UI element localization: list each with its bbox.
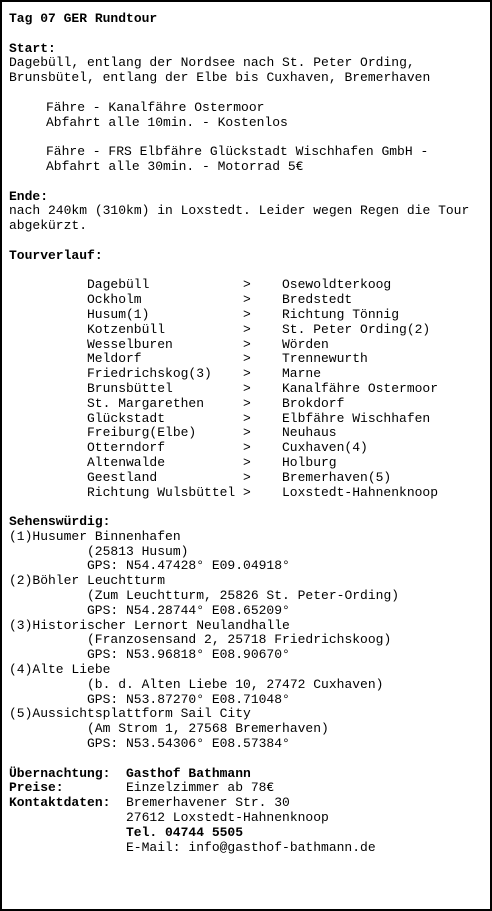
tour-from: St. Margarethen <box>87 395 205 411</box>
end-line: abgekürzt. <box>9 218 88 234</box>
sight-address: (Am Strom 1, 27568 Bremerhaven) <box>87 721 329 737</box>
contact-label: Kontaktdaten: <box>9 795 111 811</box>
sight-address: (25813 Husum) <box>87 543 189 559</box>
tour-from: Wesselburen <box>87 336 173 352</box>
tour-to: Kanalfähre Ostermoor <box>282 380 439 396</box>
tour-to: Cuxhaven(4) <box>282 440 368 456</box>
sight-address: (Zum Leuchtturm, 25826 St. Peter-Ording) <box>87 588 400 604</box>
contact-row <box>9 811 484 826</box>
sight-gps: GPS: N54.47428° E09.04918° <box>87 558 290 574</box>
tour-arrow: > <box>243 395 251 411</box>
tour-to: Elbfähre Wischhafen <box>282 410 431 426</box>
tour-from: Kotzenbüll <box>87 321 166 337</box>
sight-gps: GPS: N53.96818° E08.90670° <box>87 647 290 663</box>
ferry-line: Fähre - Kanalfähre Ostermoor <box>46 99 265 115</box>
tour-to: Marne <box>282 366 322 382</box>
sights-heading: Sehenswürdig: <box>9 514 111 530</box>
tour-arrow: > <box>243 440 251 456</box>
tour-arrow: > <box>243 321 251 337</box>
tour-to: Neuhaus <box>282 425 337 441</box>
start-line: Dagebüll, entlang der Nordsee nach St. Peter Ording, <box>9 55 415 71</box>
sight-gps: GPS: N54.28744° E08.65209° <box>87 602 290 618</box>
tour-arrow: > <box>243 484 251 500</box>
tour-row <box>9 338 484 353</box>
tour-arrow: > <box>243 336 251 352</box>
end-line: nach 240km (310km) in Loxstedt. Leider wegen Regen die Tour <box>9 203 470 219</box>
tour-from: Geestland <box>87 469 158 485</box>
tour-to: Trennewurth <box>282 351 368 367</box>
tour-arrow: > <box>243 425 251 441</box>
sight-gps: GPS: N53.54306° E08.57384° <box>87 736 290 752</box>
price-label: Preise: <box>9 780 64 796</box>
contact-row <box>9 826 484 841</box>
tour-to: Wörden <box>282 336 329 352</box>
tour-arrow: > <box>243 351 251 367</box>
tour-arrow: > <box>243 366 251 382</box>
tour-row <box>9 456 484 471</box>
tour-heading: Tourverlauf: <box>9 247 103 263</box>
contact-row <box>9 841 484 856</box>
page-title: Tag 07 GER Rundtour <box>9 11 158 26</box>
sight-name: (2)Böhler Leuchtturm <box>9 573 166 589</box>
tour-from: Altenwalde <box>87 454 166 470</box>
ferry-line: Fähre - FRS Elbfähre Glückstadt Wischhafen GmbH - <box>46 144 429 160</box>
tour-to: Brokdorf <box>282 395 345 411</box>
tour-arrow: > <box>243 454 251 470</box>
tour-to: Bredstedt <box>282 292 353 308</box>
contact-email: E-Mail: info@gasthof-bathmann.de <box>126 839 376 855</box>
tour-to: Richtung Tönnig <box>282 306 400 322</box>
tour-from: Freiburg(Elbe) <box>87 425 197 441</box>
tour-from: Otterndorf <box>87 440 166 456</box>
sight-name: (4)Alte Liebe <box>9 662 111 678</box>
tour-row <box>9 308 484 323</box>
tour-to: St. Peter Ording(2) <box>282 321 431 337</box>
end-heading: Ende: <box>9 188 49 204</box>
tour-row <box>9 426 484 441</box>
tour-row <box>9 278 484 293</box>
accommodation-label: Übernachtung: <box>9 765 111 781</box>
sight-address: (Franzosensand 2, 25718 Friedrichskoog) <box>87 632 392 648</box>
tour-row <box>9 471 484 486</box>
sight-name: (1)Husumer Binnenhafen <box>9 528 181 544</box>
contact-street: Bremerhavener Str. 30 <box>126 795 290 811</box>
tour-row <box>9 412 484 427</box>
tour-row <box>9 486 484 501</box>
tour-arrow: > <box>243 380 251 396</box>
tour-row <box>9 441 484 456</box>
tour-from: Friedrichskog(3) <box>87 366 212 382</box>
tour-row <box>9 323 484 338</box>
sight-name: (3)Historischer Lernort Neulandhalle <box>9 617 290 633</box>
tour-row <box>9 367 484 382</box>
accommodation-row <box>9 767 484 782</box>
contact-row <box>9 796 484 811</box>
start-line: Brunsbütel, entlang der Elbe bis Cuxhaven, Bremerhaven <box>9 70 431 86</box>
tour-arrow: > <box>243 277 251 293</box>
ferry-line: Abfahrt alle 10min. - Kostenlos <box>46 114 288 130</box>
tour-row <box>9 293 484 308</box>
tour-from: Richtung Wulsbüttel <box>87 484 236 500</box>
start-heading: Start: <box>9 40 56 56</box>
tour-row <box>9 382 484 397</box>
tour-row <box>9 352 484 367</box>
price-value: Einzelzimmer ab 78€ <box>126 780 275 796</box>
tour-to: Osewoldterkoog <box>282 277 392 293</box>
contact-city: 27612 Loxstedt-Hahnenknoop <box>126 810 329 826</box>
tour-to: Holburg <box>282 454 337 470</box>
tour-from: Husum(1) <box>87 306 150 322</box>
sight-name: (5)Aussichtsplattform Sail City <box>9 706 251 722</box>
contact-phone: Tel. 04744 5505 <box>126 824 244 840</box>
sight-gps: GPS: N53.87270° E08.71048° <box>87 691 290 707</box>
tour-from: Ockholm <box>87 292 142 308</box>
tour-arrow: > <box>243 292 251 308</box>
tour-arrow: > <box>243 306 251 322</box>
accommodation-name: Gasthof Bathmann <box>126 765 251 781</box>
ferry-line: Abfahrt alle 30min. - Motorrad 5€ <box>46 158 304 174</box>
tour-from: Brunsbüttel <box>87 380 173 396</box>
tour-from: Glückstadt <box>87 410 166 426</box>
document-content <box>9 12 484 855</box>
tour-to: Bremerhaven(5) <box>282 469 392 485</box>
tour-row <box>9 397 484 412</box>
tour-arrow: > <box>243 410 251 426</box>
tour-from: Dagebüll <box>87 277 150 293</box>
sight-address: (b. d. Alten Liebe 10, 27472 Cuxhaven) <box>87 676 384 692</box>
tour-arrow: > <box>243 469 251 485</box>
tour-to: Loxstedt-Hahnenknoop <box>282 484 439 500</box>
price-row <box>9 781 484 796</box>
sights-list <box>9 530 484 752</box>
tour-from: Meldorf <box>87 351 142 367</box>
tour-route-list <box>9 278 484 500</box>
